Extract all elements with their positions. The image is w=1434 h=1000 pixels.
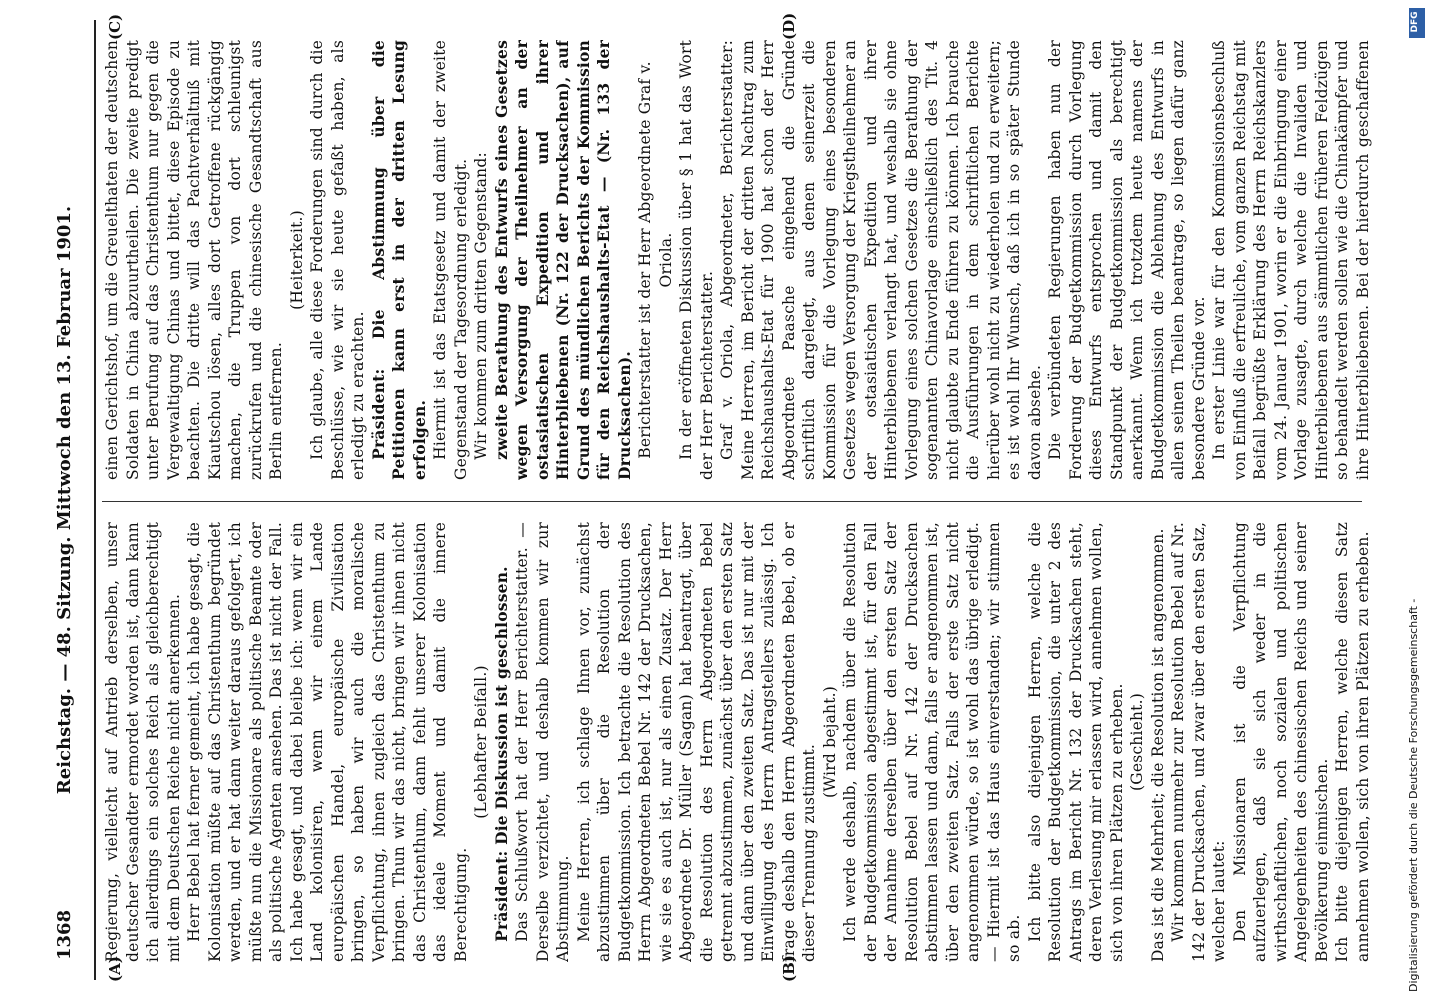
quoted-resolution: Den Missionaren ist die Verpflichtung aufzuerlegen, daß sie sich weder in die wirthschaftlichen, noch sozialen und politischen Angelegenheiten des chinesischen Reichs und seiner Bevölkerung einmischen.	[1230, 522, 1331, 962]
margin-marker-d: (D)	[780, 12, 798, 40]
credit-text: Digitalisierung gefördert durch die Deutsche Forschungsgemeinschaft -	[1407, 598, 1420, 992]
stage-direction: (Heiterkeit.)	[287, 210, 306, 310]
paragraph: Ich bitte diejenigen Herren, welche diesen Satz annehmen wollen, sich von ihren Plätzen zu erheben.	[1333, 522, 1372, 962]
paragraph: Die verbündeten Regierungen haben nun der Forderung der Budgetkommission durch Vorlegung dieses Entwurfs entsprochen und damit den Standpunkt der Budgetkommission als berechtigt anerkannt. Wenn ich trotzdem heute namens der Budgetkommission die Ablehnung des Entwurfs in allen seinen Theilen beantrage, so liegen dafür ganz besondere Gründe vor.	[1046, 40, 1208, 480]
agenda-item: zweite Berathung des Entwurfs eines Gesetzes wegen Versorgung der Theilnehmer an der ostasiatischen Expedition und ihrer Hinterbliebenen (Nr. 122 der Drucksachen), auf Grund des mündlichen Berichts der Kommission für den Reichshaushalts-Etat — (Nr. 133 der Drucksachen).	[491, 40, 634, 480]
paragraph: einen Gerichtshof, um die Greuelthaten der deutschen Soldaten in China abzuurtheilen. Die zweite predigt unter Berufung auf das Christenthum nur gegen die Vergewaltigung Chinas und bittet, diese Episode zu beachten. Die dritte will das Pachtverhältniß mit Kiautschou lösen, alles dort Getroffene rückgängig machen, die Truppen von dort schleunigst zurückrufen und die chinesische Gesandtschaft aus Berlin entfernen.	[103, 40, 285, 480]
paragraph: Wir kommen zum dritten Gegenstand:	[472, 152, 490, 460]
page-title: Reichstag. — 48. Sitzung. Mittwoch den 13. Februar 1901.	[54, 205, 75, 795]
paragraph: Hiermit ist das Etatsgesetz und damit der zweite Gegenstand der Tagesordnung erledigt.	[431, 40, 470, 480]
paragraph: Meine Herren, ich schlage Ihnen vor, zunächst abzustimmen über die Resolution der Budgetkommission. Ich betrachte die Resolution des Herrn Abgeordneten Bebel Nr. 142 der Drucksachen, wie sie es auch ist, nur als einen Zusatz. Der Herr Abgeordnete Dr. Müller (Sagan) hat beantragt, über die Resolution des Herrn Abgeordneten Bebel getrennt abzustimmen, zunächst über den ersten Satz und dann über den zweiten Satz. Das ist nur mit der Einwilligung des Herrn Antragstellers zulässig. Ich frage deshalb den Herrn Abgeordneten Bebel, ob er dieser Trennung zustimmt.	[574, 522, 818, 962]
page-number: 1368	[54, 909, 75, 960]
stage-direction: (Wird bejaht.)	[820, 685, 839, 799]
paragraph: Berichterstatter ist der Herr Abgeordnete Graf v. Oriola.	[636, 61, 675, 459]
right-column	[102, 40, 1372, 480]
speaker-paragraph: Präsident: Die Abstimmung über die Petitionen kann erst in der dritten Lesung erfolgen.	[368, 40, 429, 480]
stage-direction: (Lebhafter Beifall.)	[472, 665, 490, 819]
paragraph: In der eröffneten Diskussion über § 1 hat das Wort der Herr Berichterstatter.	[677, 40, 716, 480]
speaker-paragraph: Präsident: Die Diskussion ist geschlossen.	[491, 566, 511, 942]
paragraph: Ich bitte also diejenigen Herren, welche die Resolution der Budgetkommission, die unter 2 des Antrags im Bericht Nr. 132 der Drucksachen steht, deren Verlesung mir erlassen wird, annehmen wollen, sich von ihren Plätzen zu erheben.	[1025, 522, 1126, 962]
paragraph: In erster Linie war für den Kommissionsbeschluß von Einfluß die erfreuliche, vom ganzen Reichstag mit Beifall begrüßte Erklärung des Herrn Reichskanzlers vom 24. Januar 1901, worin er die Einbringung einer Vorlage zusagte, durch welche die Invaliden und Hinterbliebenen aus sämmtlichen früheren Feldzügen so behandelt werden sollen wie die Chinakämpfer und ihre Hinterbliebenen. Bei der hierdurch geschaffenen	[1210, 40, 1372, 480]
paragraph: Ich glaube, alle diese Forderungen sind durch die Beschlüsse, wie wir sie heute gefaßt haben, als erledigt zu erachten.	[308, 40, 367, 480]
margin-marker-a: (A)	[106, 956, 124, 982]
digitization-credit	[1405, 8, 1427, 992]
paragraph: Ich werde deshalb, nachdem über die Resolution der Budgetkommission abgestimmt ist, für den Fall der Annahme derselben über den ersten Satz der Resolution Bebel auf Nr. 142 der Drucksachen abstimmen lassen und dann, falls er angenommen ist, über den zweiten Satz. Falls der erste Satz nicht angenommen würde, so ist wohl das übrige erledigt. — Hiermit ist das Haus einverstanden; wir stimmen so ab.	[841, 522, 1023, 962]
dfg-logo	[1409, 8, 1425, 38]
dfg-badge-text: DFG	[1410, 11, 1420, 33]
paragraph: Wir kommen nunmehr zur Resolution Bebel auf Nr. 142 der Drucksachen, und zwar über den ersten Satz, welcher lautet:	[1169, 522, 1228, 962]
margin-marker-c: (C)	[106, 13, 124, 40]
paragraph: Regierung, vielleicht auf Antrieb derselben, unser deutscher Gesandter ermordet worden ist, dann kann ich allerdings ein solches Reich als gleichberechtigt mit dem Deutschen Reiche nicht anerkennen.	[103, 522, 183, 962]
paragraph: Das ist die Mehrheit; die Resolution ist angenommen.	[1148, 528, 1167, 962]
margin-marker-b: (B)	[780, 955, 798, 982]
running-head	[54, 40, 84, 960]
paragraph: Herr Bebel hat ferner gemeint, ich habe gesagt, die Kolonisation müßte auf das Christenthum begründet werden, und er hat dann weiter daraus gefolgert, ich müßte nun die Missionare als politische Beamte oder als politische Agenten ansehen. Das ist nicht der Fall. Ich habe gesagt, und dabei bleibe ich: wenn wir ein Land kolonisiren, wenn wir einem Lande europäischen Handel, europäische Zivilisation bringen, so haben wir auch die moralische Verpflichtung, ihnen zugleich das Christenthum zu bringen. Thun wir das nicht, bringen wir ihnen nicht das Christenthum, dann fehlt unserer Kolonisation das ideale Moment und damit die innere Berechtigung.	[185, 522, 470, 962]
header-rule	[94, 20, 96, 980]
speaker-paragraph: Graf v. Oriola, Abgeordneter, Berichterstatter: Meine Herren, im Bericht der dritten Nachtrag zum Reichshaushalts-Etat für 1900 hat schon der Herr Abgeordnete Paasche eingehend die Gründe schriftlich dargelegt, aus denen seinerzeit die Kommission für die Vorlegung eines besonderen Gesetzes wegen Versorgung der Kriegstheilnehmer an der ostasiatischen Expedition und ihrer Hinterbliebenen verlangt hat, und weshalb sie ohne Vorlegung eines solchen Gesetzes die Berathung der sogenannten Chinavorlage einschließlich des Tit. 4 nicht glaubte zu Ende führen zu können. Ich brauche die Ausführungen in dem schriftlichen Berichte hierüber wohl nicht zu wiederholen und zu erweitern; es ist wohl Ihr Wunsch, daß ich in so später Stunde davon absehe.	[718, 40, 1044, 480]
stage-direction: (Geschieht.)	[1128, 693, 1146, 791]
column-divider	[102, 501, 1362, 502]
paragraph: Das Schlußwort hat der Herr Berichterstatter. — Derselbe verzichtet, und deshalb kommen wir zur Abstimmung.	[513, 522, 572, 962]
left-column	[102, 522, 1372, 962]
rotated-page	[50, 12, 1390, 982]
